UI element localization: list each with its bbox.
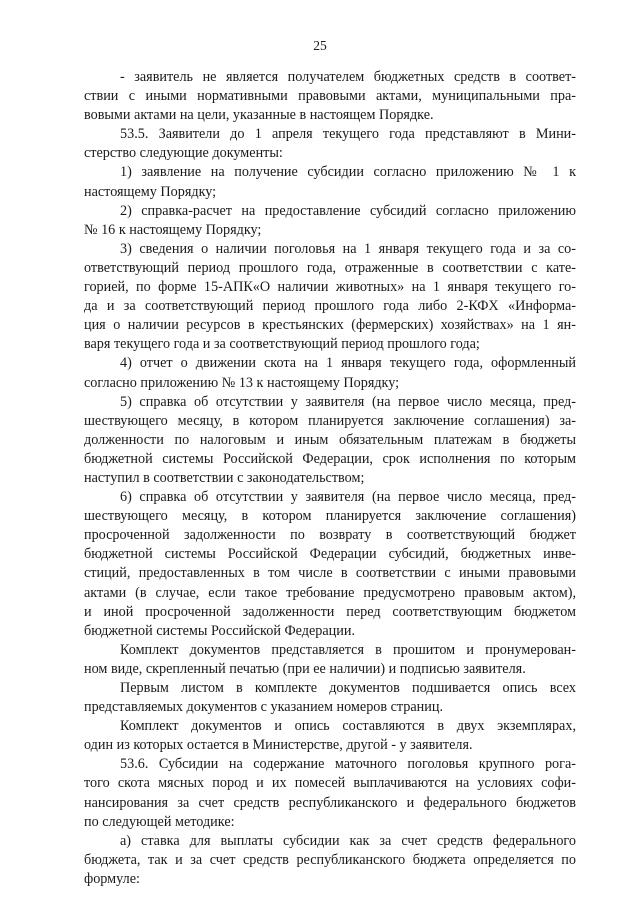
text-line: просроченной задолженности по возврату в соответствующий бюджет xyxy=(84,527,576,544)
text-line: того скота мясных пород и их помесей выплачиваются на условиях софи- xyxy=(84,775,576,792)
text-line: согласно приложению № 13 к настоящему Порядку; xyxy=(84,374,400,391)
text-line: Первым листом в комплекте документов подшивается опись всех xyxy=(120,680,576,696)
page-number: 25 xyxy=(313,38,327,53)
text-line: 1) заявление на получение субсидии согласно приложению № 1 к xyxy=(120,164,576,181)
text-line: 2) справка-расчет на предоставление субсидий согласно приложению xyxy=(120,202,576,219)
paragraph-item-2 xyxy=(84,202,576,240)
text-line: 53.6. Субсидии на содержание маточного поголовья крупного рога- xyxy=(120,756,576,773)
paragraph-item-1 xyxy=(84,163,576,201)
text-line: настоящему Порядку; xyxy=(84,183,217,200)
text-line: актами (в случае, если такое требование предусмотрено правовым актом), xyxy=(84,584,576,601)
text-line: ответствующий период прошлого года, отраженные в соответствии с кате- xyxy=(84,259,576,276)
text-line: варя текущего года и за соответствующий период прошлого года; xyxy=(84,336,480,353)
text-line: Комплект документов и опись составляются в двух экземплярах, xyxy=(120,718,576,735)
text-line: нансирования за счет средств республиканского и федерального бюджетов xyxy=(84,794,576,811)
text-line: шествующего месяцу, в котором планируется заключение соглашения) за- xyxy=(84,412,576,429)
text-line: ном виде, скрепленный печатью (при ее наличии) и подписью заявителя. xyxy=(84,660,526,677)
paragraph-item-5 xyxy=(84,393,576,488)
text-line: 6) справка об отсутствии у заявителя (на первое число месяца, пред- xyxy=(120,489,576,506)
text-line: № 16 к настоящему Порядку; xyxy=(84,221,262,238)
text-line: стиций, предоставленных в том числе в соответствии с иными правовыми xyxy=(84,565,576,582)
text-line: Комплект документов представляется в прошитом и пронумерован- xyxy=(120,641,576,658)
paragraph-two-copies xyxy=(84,717,576,755)
text-line: и иной просроченной задолженности перед соответствующим бюджетом xyxy=(84,603,576,620)
document-body xyxy=(84,68,576,889)
text-line: бюджета, так и за счет средств республиканского бюджета определяется по xyxy=(84,851,576,868)
text-line: бюджетной системы Российской Федерации. xyxy=(84,622,356,639)
text-line: 3) сведения о наличии поголовья на 1 января текущего года и за со- xyxy=(120,240,576,257)
paragraph-clause-53-5 xyxy=(84,125,576,163)
text-line: наступил в соответствии с законодательством; xyxy=(84,469,365,486)
text-line: бюджетной системы Российской Федерации, срок исполнения по которым xyxy=(84,450,576,467)
text-line: да и за соответствующий период прошлого года либо 2-КФХ «Информа- xyxy=(84,298,576,315)
text-line: шествующего месяцу, в котором планируется заключение соглашения) xyxy=(84,508,576,525)
paragraph-clause-53-6 xyxy=(84,755,576,831)
paragraph-item-6 xyxy=(84,488,576,641)
text-line: по следующей методике: xyxy=(84,813,235,830)
text-line: стерство следующие документы: xyxy=(84,145,283,162)
text-line: представляемых документов с указанием номеров страниц. xyxy=(84,699,444,716)
paragraph-document-set-binding xyxy=(84,641,576,679)
text-line: горией, по форме 15-АПК«О наличии животных» на 1 января текущего го- xyxy=(84,279,576,296)
text-line: долженности по налоговым и иным обязательным платежам в бюджеты xyxy=(84,431,576,448)
text-line: 53.5. Заявители до 1 апреля текущего года представляют в Мини- xyxy=(120,126,576,143)
text-line: бюджетной системы Российской Федерации субсидий, бюджетных инве- xyxy=(84,546,576,563)
paragraph-item-a-rate xyxy=(84,832,576,889)
paragraph-item-4 xyxy=(84,354,576,392)
text-line: 5) справка об отсутствии у заявителя (на первое число месяца, пред- xyxy=(120,393,576,410)
text-line: - заявитель не является получателем бюджетных средств в соответ- xyxy=(120,69,576,85)
paragraph-inventory-first-sheet xyxy=(84,679,576,717)
text-line: один из которых остается в Министерстве, другой - у заявителя. xyxy=(84,737,473,754)
text-line: ция о наличии ресурсов в крестьянских (фермерских) хозяйствах» на 1 ян- xyxy=(84,317,576,334)
text-line: формуле: xyxy=(84,870,140,887)
text-line: 4) отчет о движении скота на 1 января текущего года, оформленный xyxy=(120,355,576,372)
paragraph-applicant-not-recipient xyxy=(84,68,576,125)
text-line: вовыми актами на цели, указанные в настоящем Порядке. xyxy=(84,107,434,124)
text-line: ствии с иными нормативными правовыми актами, муниципальными пра- xyxy=(84,88,576,105)
paragraph-item-3 xyxy=(84,240,576,355)
text-line: а) ставка для выплаты субсидии как за счет средств федерального xyxy=(120,832,576,849)
